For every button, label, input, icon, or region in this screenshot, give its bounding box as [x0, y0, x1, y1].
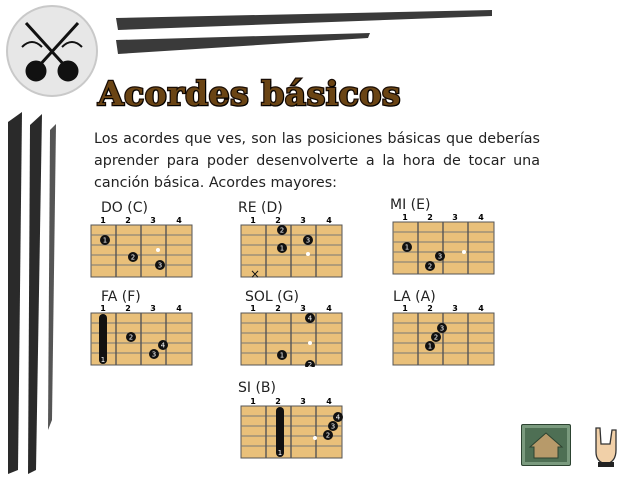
finger-mark: 2 [130, 253, 136, 262]
finger-mark: 1 [279, 244, 285, 253]
page-title: Acordes básicos [98, 74, 401, 113]
chord-diagram-re [238, 215, 345, 279]
fret-number: 3 [452, 213, 458, 222]
finger-mark: 3 [330, 422, 336, 431]
fret-number: 4 [176, 304, 182, 313]
chord-diagram-do [88, 215, 195, 279]
finger-mark: 2 [433, 333, 439, 342]
fret-number: 4 [478, 213, 484, 222]
fret-number: 1 [100, 216, 106, 225]
fret-number: 3 [300, 397, 306, 406]
fret-number: 4 [326, 304, 332, 313]
fret-number: 4 [176, 216, 182, 225]
chord-label-re: RE (D) [238, 200, 283, 216]
fret-number: 1 [250, 304, 256, 313]
finger-mark: 2 [325, 431, 331, 440]
fret-number: 1 [250, 397, 256, 406]
finger-mark: 3 [151, 350, 157, 359]
fret-number: 2 [275, 216, 281, 225]
fret-number: 1 [100, 304, 106, 313]
chord-diagram-fa [88, 303, 195, 367]
fret-number: 3 [150, 216, 156, 225]
finger-mark: 1 [404, 243, 410, 252]
home-button[interactable] [521, 424, 571, 466]
finger-mark: 1 [279, 351, 285, 360]
chord-diagram-mi [390, 212, 497, 276]
finger-mark: 1 [102, 236, 108, 245]
chord-diagram-la [390, 303, 497, 367]
fret-number: 4 [326, 216, 332, 225]
fret-number: 2 [125, 304, 131, 313]
fret-number: 1 [250, 216, 256, 225]
finger-mark: 3 [437, 252, 443, 261]
finger-mark: 4 [335, 413, 341, 422]
finger-mark: 3 [157, 261, 163, 270]
finger-mark: 3 [439, 324, 445, 333]
finger-mark: 1 [277, 449, 283, 457]
fret-number: 2 [427, 213, 433, 222]
finger-mark: 1 [100, 356, 106, 364]
fret-number: 1 [402, 213, 408, 222]
finger-mark: 2 [427, 262, 433, 271]
finger-mark: 4 [307, 314, 313, 323]
fret-number: 2 [125, 216, 131, 225]
chord-label-fa: FA (F) [101, 289, 141, 305]
chord-label-do: DO (C) [101, 200, 148, 216]
chord-label-la: LA (A) [393, 289, 436, 305]
finger-mark: 3 [305, 236, 311, 245]
finger-mark: 2 [128, 333, 134, 342]
fret-number: 3 [150, 304, 156, 313]
finger-mark: 2 [279, 226, 285, 235]
guitars-logo-icon [6, 5, 98, 97]
finger-mark: 4 [160, 341, 166, 350]
fret-number: 3 [300, 304, 306, 313]
fret-number: 1 [402, 304, 408, 313]
finger-mark: 1 [427, 342, 433, 351]
fret-number: 2 [275, 397, 281, 406]
fret-number: 4 [326, 397, 332, 406]
chord-label-mi: MI (E) [390, 197, 431, 213]
fret-number: 2 [427, 304, 433, 313]
chord-diagram-sol [238, 303, 345, 367]
home-icon [522, 425, 570, 465]
fret-number: 3 [300, 216, 306, 225]
chord-diagram-si [238, 396, 345, 460]
chord-label-sol: SOL (G) [245, 289, 299, 305]
muted-string-mark: × [249, 267, 261, 279]
rock-hand-icon [588, 424, 626, 468]
intro-text: Los acordes que ves, son las posiciones básicas que deberías aprender para poder desenvolverte a la hora de tocar una canción básica. Acordes mayores: [94, 131, 540, 191]
chord-label-si: SI (B) [238, 380, 276, 396]
fret-number: 4 [478, 304, 484, 313]
fret-number: 3 [452, 304, 458, 313]
fret-number: 2 [275, 304, 281, 313]
finger-mark: 2 [307, 361, 313, 367]
